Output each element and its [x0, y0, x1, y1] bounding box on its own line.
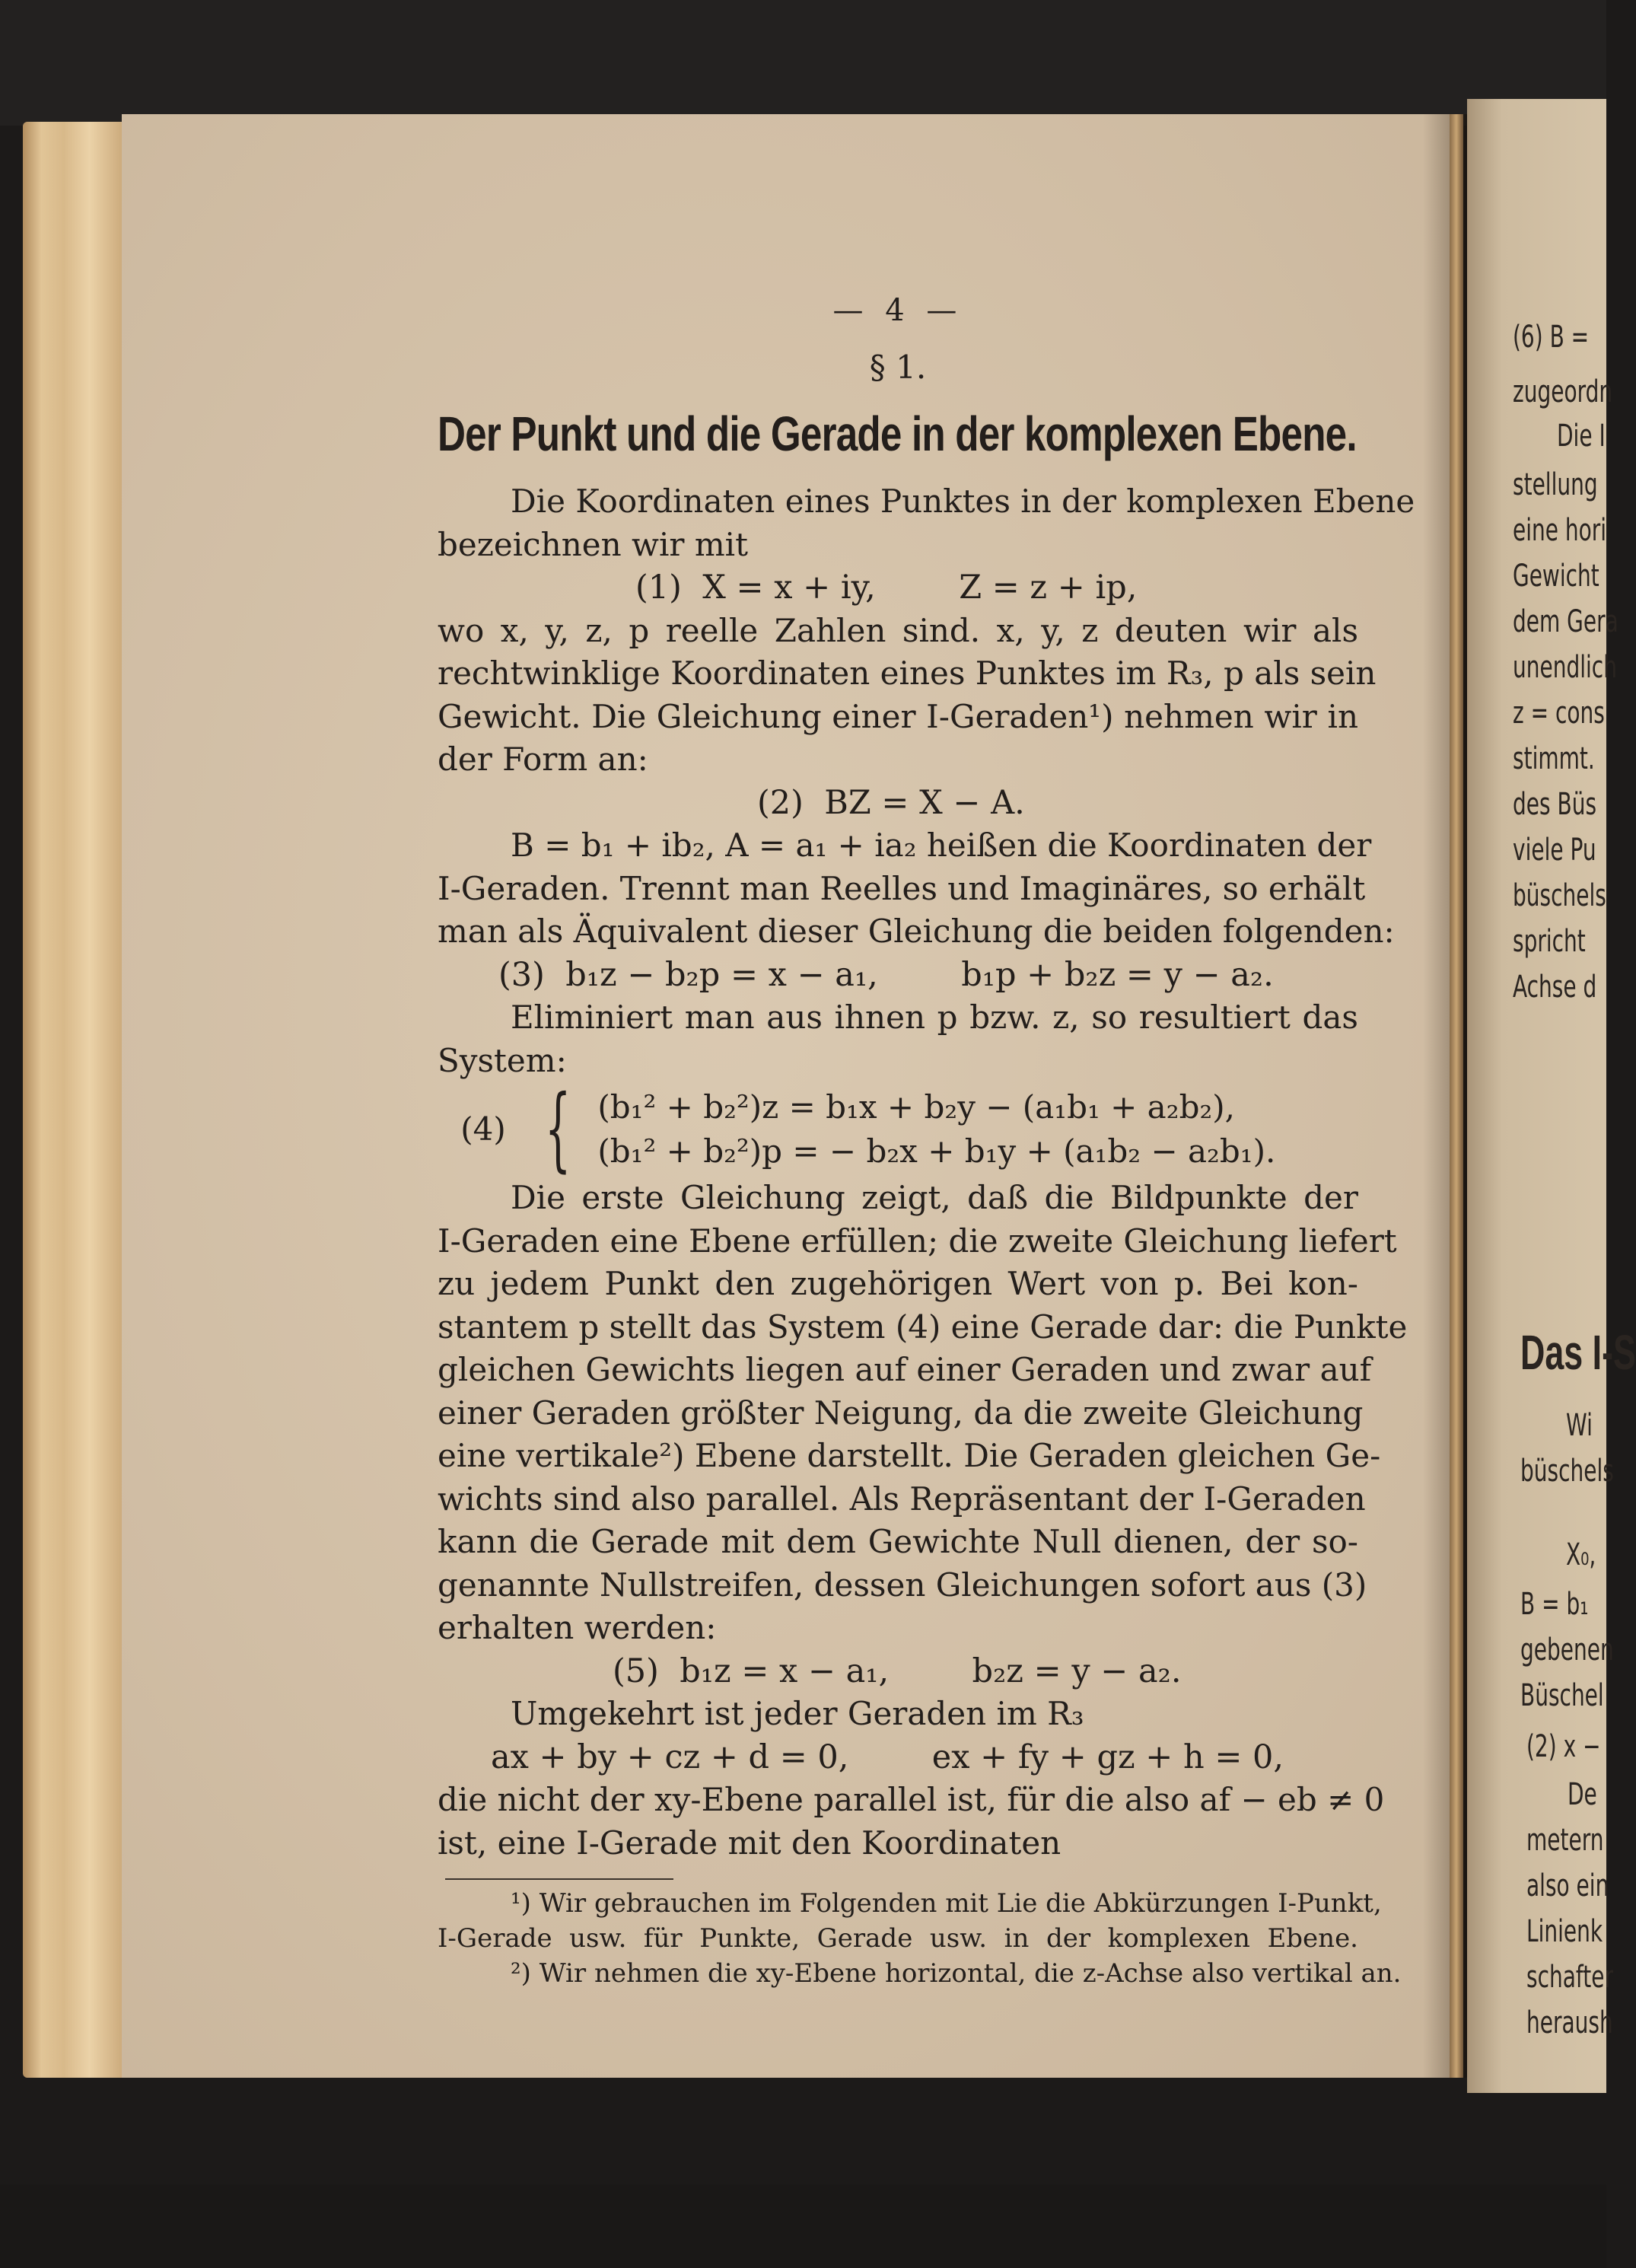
next-page-fragment: Achse d [1513, 970, 1597, 1005]
next-page-fragment: büschels [1513, 878, 1606, 913]
next-page-title-fragment: Das I-S [1520, 1325, 1636, 1380]
text-line: erhalten werden: [438, 1609, 717, 1646]
next-page-fragment: heraush [1526, 2005, 1613, 2040]
equation-system-lines [597, 1085, 1275, 1174]
book-page-edges [23, 122, 126, 2078]
footnote: I-Gerade usw. für Punkte, Gerade usw. in der komplexen Ebene. [438, 1923, 1358, 1954]
equation-system-line: (b₁² + b₂²)p = − b₂x + b₁y + (a₁b₂ − a₂b₁). [597, 1132, 1276, 1170]
equation-2: (2) BZ = X − A. [757, 783, 1025, 822]
text-line: einer Geraden größter Neigung, da die zweite Gleichung [438, 1394, 1364, 1432]
text-line: wichts sind also parallel. Als Repräsentant der I-Geraden [438, 1480, 1366, 1518]
equation-system-line: (b₁² + b₂²)z = b₁x + b₂y − (a₁b₁ + a₂b₂), [597, 1088, 1236, 1126]
next-page-fragment: Die I [1557, 419, 1606, 454]
next-page-fragment: stimmt. [1513, 741, 1595, 776]
next-page-fragment: spricht [1513, 924, 1586, 959]
next-page-fragment: dem Gera [1513, 604, 1618, 639]
text-line: die nicht der xy-Ebene parallel ist, für die also af − eb ≠ 0 [438, 1781, 1385, 1818]
next-page-fragment: Wi [1566, 1408, 1593, 1443]
next-page-fragment: eine hori [1513, 513, 1607, 548]
text-line: der Form an: [438, 741, 648, 778]
page-number-header: — 4 — [832, 293, 963, 328]
background-bottom [0, 2184, 1606, 2268]
next-page-fragment: schafter [1526, 1960, 1613, 1995]
equation-system-4 [438, 1076, 1358, 1182]
text-line: I-Geraden. Trennt man Reelles und Imaginäres, so erhält [438, 869, 1366, 907]
text-line: gleichen Gewichts liegen auf einer Geraden und zwar auf [438, 1351, 1372, 1388]
plane-equations: ax + by + cz + d = 0, ex + fy + gz + h = 0, [491, 1738, 1284, 1776]
book-spine [1450, 114, 1463, 2078]
next-page-fragment: unendlich [1513, 650, 1617, 685]
next-page-fragment: metern [1526, 1823, 1604, 1858]
next-page-fragment: büschels [1520, 1454, 1614, 1489]
text-line: stantem p stellt das System (4) eine Gerade dar: die Punkte [438, 1308, 1408, 1346]
text-line: Die erste Gleichung zeigt, daß die Bildpunkte der [511, 1179, 1358, 1216]
text-line: man als Äquivalent dieser Gleichung die beiden folgenden: [438, 913, 1395, 950]
next-page-partial [1467, 99, 1636, 2093]
text-line: kann die Gerade mit dem Gewichte Null dienen, der so- [438, 1523, 1358, 1560]
equation-3: (3) b₁z − b₂p = x − a₁, b₁p + b₂z = y − a₂. [498, 955, 1274, 994]
text-line: eine vertikale²) Ebene darstellt. Die Geraden gleichen Ge- [438, 1437, 1381, 1474]
equation-1: (1) X = x + iy, Z = z + ip, [635, 569, 1138, 607]
next-page-fragment: also ein [1526, 1868, 1609, 1903]
next-page-fragment: zugeordn [1513, 374, 1613, 409]
brace-glyph: { [544, 1076, 571, 1182]
section-heading: § 1. [869, 348, 927, 386]
next-page-fragment: (2) x − [1526, 1729, 1601, 1764]
next-page-fragment: B = b₁ [1520, 1587, 1589, 1622]
equation-label: (4) [460, 1110, 506, 1148]
text-line: Die Koordinaten eines Punktes in der komplexen Ebene [511, 483, 1415, 520]
next-page-fragment: stellung [1513, 467, 1598, 502]
text-line: genannte Nullstreifen, dessen Gleichungen sofort aus (3) [438, 1566, 1367, 1604]
next-page-fragment: des Büs [1513, 787, 1597, 822]
text-line: System: [438, 1041, 567, 1079]
page-title: Der Punkt und die Gerade in der komplexen Ebene. [438, 406, 1357, 461]
next-page-fragment: viele Pu [1513, 833, 1596, 868]
text-line: Umgekehrt ist jeder Geraden im R₃ [511, 1695, 1084, 1732]
page-content [438, 289, 1415, 1991]
text-line: Eliminiert man aus ihnen p bzw. z, so resultiert das [511, 999, 1358, 1036]
footnote-rule [445, 1878, 673, 1880]
text-line: Gewicht. Die Gleichung einer I-Geraden¹) nehmen wir in [438, 697, 1358, 735]
next-page-fragment: gebenen [1520, 1633, 1614, 1668]
background-top [0, 0, 1606, 126]
text-line: rechtwinklige Koordinaten eines Punktes im R₃, p als sein [438, 655, 1377, 692]
text-line: wo x, y, z, p reelle Zahlen sind. x, y, z deuten wir als [438, 611, 1358, 649]
footnote: ²) Wir nehmen die xy-Ebene horizontal, die z-Achse also vertikal an. [511, 1958, 1402, 1989]
text-line: bezeichnen wir mit [438, 525, 748, 563]
next-page-fragment: Linienk [1526, 1914, 1603, 1949]
next-page-fragment: De [1568, 1777, 1597, 1812]
equation-5: (5) b₁z = x − a₁, b₂z = y − a₂. [613, 1652, 1182, 1690]
text-line: ist, eine I-Gerade mit den Koordinaten [438, 1824, 1061, 1862]
text-line: B = b₁ + ib₂, A = a₁ + ia₂ heißen die Koordinaten der [511, 827, 1372, 864]
text-line: zu jedem Punkt den zugehörigen Wert von p. Bei kon- [438, 1265, 1358, 1302]
next-page-fragment: X₀, [1566, 1537, 1596, 1572]
next-page-fragment: z = cons [1513, 696, 1605, 731]
next-page-fragment: Büschel [1520, 1678, 1604, 1713]
next-page-fragment: Gewicht [1513, 559, 1599, 594]
text-line: I-Geraden eine Ebene erfüllen; die zweite Gleichung liefert [438, 1222, 1397, 1260]
next-page-fragment: (6) B = [1513, 320, 1590, 355]
footnote: ¹) Wir gebrauchen im Folgenden mit Lie die Abkürzungen I-Punkt, [511, 1888, 1382, 1919]
